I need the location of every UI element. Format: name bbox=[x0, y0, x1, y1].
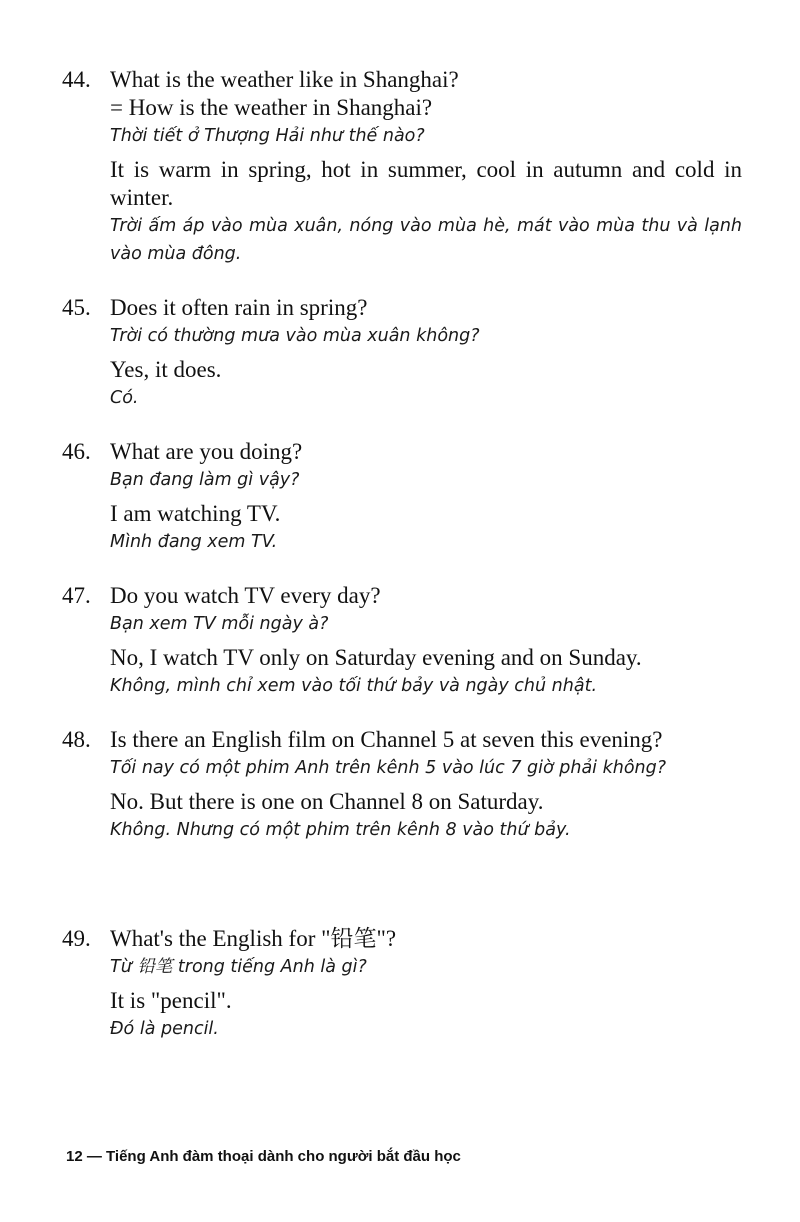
answer-vi: Mình đang xem TV. bbox=[110, 532, 278, 552]
dialogue-entry-48 bbox=[62, 726, 742, 850]
answer-en: I am watching TV. bbox=[110, 501, 281, 526]
answer-vi: Không, mình chỉ xem vào tối thứ bảy và ngày chủ nhật. bbox=[110, 676, 598, 696]
answer-vi: Không. Nhưng có một phim trên kênh 8 vào thứ bảy. bbox=[110, 820, 571, 840]
question-vi: Bạn xem TV mỗi ngày à? bbox=[110, 614, 329, 634]
entry-number: 47. bbox=[62, 583, 91, 608]
dialogue-entry-46 bbox=[62, 438, 742, 562]
question-en: Is there an English film on Channel 5 at seven this evening? bbox=[110, 727, 663, 752]
dialogue-entry-44 bbox=[62, 66, 742, 274]
dialogue-entry-45 bbox=[62, 294, 742, 418]
question-vi: Trời có thường mưa vào mùa xuân không? bbox=[110, 326, 480, 346]
answer-en: No, I watch TV only on Saturday evening and on Sunday. bbox=[110, 645, 642, 670]
answer-en: It is "pencil". bbox=[110, 988, 232, 1013]
answer-vi: Có. bbox=[110, 388, 139, 408]
answer-en: It is warm in spring, hot in summer, cool in autumn and cold in winter. bbox=[110, 157, 742, 210]
page-footer: 12 — Tiếng Anh đàm thoại dành cho người bắt đầu học bbox=[66, 1148, 461, 1165]
dialogue-entry-47 bbox=[62, 582, 742, 706]
question-vi: Tối nay có một phim Anh trên kênh 5 vào lúc 7 giờ phải không? bbox=[110, 758, 667, 778]
dialogue-entry-49 bbox=[62, 925, 742, 1049]
entry-number: 46. bbox=[62, 439, 91, 464]
answer-vi: Trời ấm áp vào mùa xuân, nóng vào mùa hè, mát vào mùa thu và lạnh vào mùa đông. bbox=[110, 216, 742, 264]
entry-number: 49. bbox=[62, 926, 91, 951]
entry-number: 44. bbox=[62, 67, 91, 92]
question-vi: Bạn đang làm gì vậy? bbox=[110, 470, 300, 490]
question-en: Do you watch TV every day? bbox=[110, 583, 381, 608]
answer-en: No. But there is one on Channel 8 on Saturday. bbox=[110, 789, 544, 814]
question-en: Does it often rain in spring? bbox=[110, 295, 368, 320]
answer-en: Yes, it does. bbox=[110, 357, 222, 382]
question-en-alt: = How is the weather in Shanghai? bbox=[110, 95, 433, 120]
question-vi: Từ 铅笔 trong tiếng Anh là gì? bbox=[110, 957, 367, 977]
question-en: What are you doing? bbox=[110, 439, 303, 464]
entry-number: 45. bbox=[62, 295, 91, 320]
question-vi: Thời tiết ở Thượng Hải như thế nào? bbox=[110, 126, 425, 146]
question-en: What's the English for "铅笔"? bbox=[110, 926, 397, 951]
entry-number: 48. bbox=[62, 727, 91, 752]
question-en: What is the weather like in Shanghai? bbox=[110, 67, 459, 92]
answer-vi: Đó là pencil. bbox=[110, 1019, 219, 1039]
